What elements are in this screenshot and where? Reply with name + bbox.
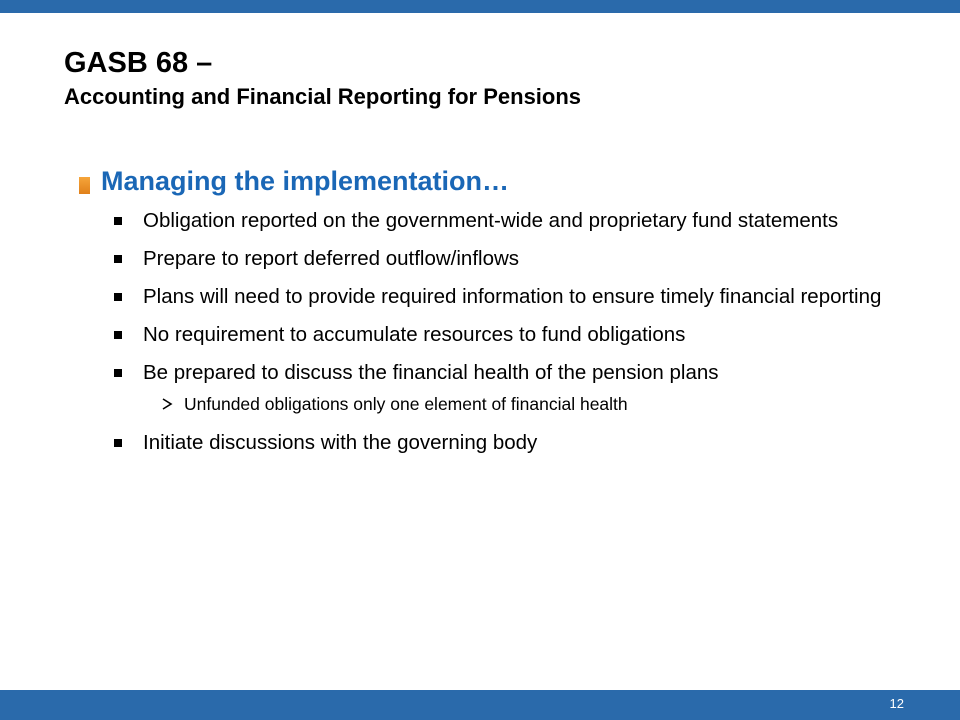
arrowhead-bullet-icon [161,397,173,411]
section-heading-row [79,164,509,198]
square-bullet-icon [114,331,122,339]
list-item [112,207,902,235]
list-item-text: Plans will need to provide required information to ensure timely financial reporting [143,285,882,308]
list-item [112,321,902,349]
title-main: GASB 68 – [64,47,213,79]
list-item-text: Prepare to report deferred outflow/inflows [143,247,520,270]
list-item [112,359,902,387]
slide-title [64,46,581,111]
square-bullet-icon [114,439,122,447]
square-bullet-icon [114,293,122,301]
section-heading: Managing the implementation… [101,166,510,196]
list-item-text: Be prepared to discuss the financial health of the pension plans [143,361,719,384]
square-bullet-icon [114,255,122,263]
list-item [112,245,902,273]
sub-list-item [112,391,902,417]
title-subtitle: Accounting and Financial Reporting for Pensions [64,84,582,109]
list-item [112,429,902,457]
square-bullet-icon [114,217,122,225]
list-item-text: Initiate discussions with the governing body [143,431,538,454]
list-item-text: No requirement to accumulate resources to fund obligations [143,323,686,346]
page-number: 12 [889,696,904,711]
list-item [112,283,902,311]
square-bullet-icon [79,177,90,194]
sub-list-item-text: Unfunded obligations only one element of financial health [184,394,628,414]
bottom-banner [0,690,960,720]
list-item-text: Obligation reported on the government-wide and proprietary fund statements [143,209,839,232]
bullet-list [112,207,902,467]
square-bullet-icon [114,369,122,377]
top-banner [0,0,960,13]
